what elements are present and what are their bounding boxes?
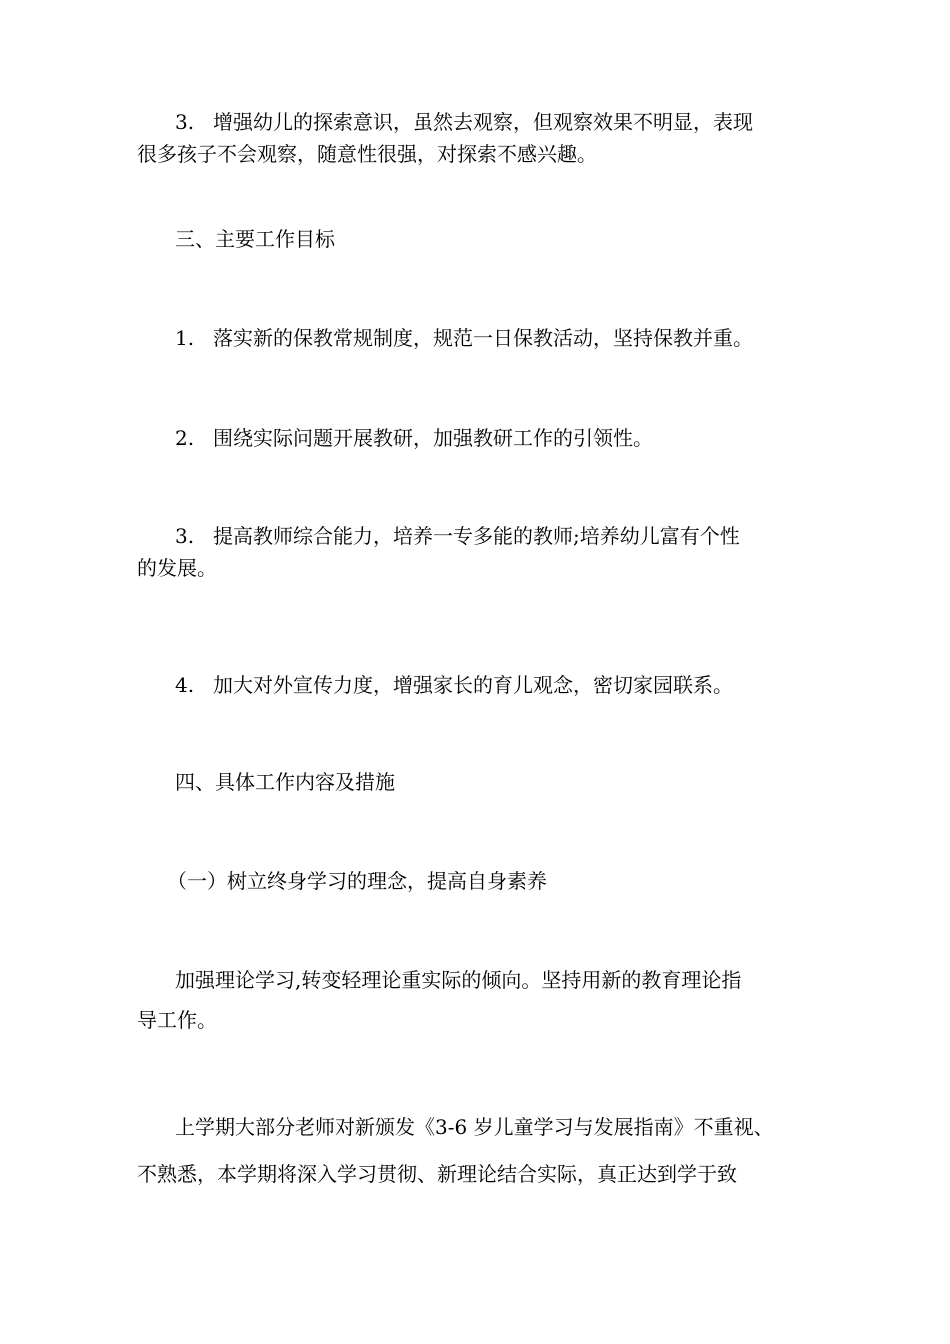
item-number: 4. (175, 673, 195, 697)
paragraph-goal-3 (137, 520, 837, 584)
section-heading-measures (137, 766, 837, 798)
heading-text: （一）树立终身学习的理念，提高自身素养 (167, 869, 547, 893)
subsection-heading-lifelong-learning (137, 865, 837, 897)
paragraph-goal-4 (137, 669, 837, 701)
paragraph-goal-2 (137, 422, 837, 454)
paragraph-item-3-problem (137, 106, 837, 170)
paragraph-line: 导工作。 (137, 1008, 217, 1032)
paragraph-line: 不熟悉，本学期将深入学习贯彻、新理论结合实际，真正达到学于致 (137, 1162, 737, 1186)
paragraph-line: 增强幼儿的探索意识，虽然去观察，但观察效果不明显，表现 (213, 110, 753, 134)
paragraph-line: 围绕实际问题开展教研，加强教研工作的引领性。 (213, 426, 653, 450)
item-number: 1. (175, 326, 195, 350)
item-number: 3. (175, 524, 195, 548)
paragraph-line: 提高教师综合能力，培养一专多能的教师;培养幼儿富有个性 (213, 524, 740, 548)
item-number: 3. (175, 110, 195, 134)
paragraph-line: 上学期大部分老师对新颁发《3-6 岁儿童学习与发展指南》不重视、 (175, 1115, 774, 1139)
paragraph-line: 的发展。 (137, 556, 217, 580)
paragraph-line: 加大对外宣传力度，增强家长的育儿观念，密切家园联系。 (213, 673, 733, 697)
section-heading-goals (137, 223, 837, 255)
paragraph-line: 落实新的保教常规制度，规范一日保教活动，坚持保教并重。 (213, 326, 753, 350)
heading-text: 四、具体工作内容及措施 (175, 770, 395, 794)
paragraph-goal-1 (137, 322, 837, 354)
item-number: 2. (175, 426, 195, 450)
heading-text: 三、主要工作目标 (175, 227, 335, 251)
paragraph-theory-study (137, 964, 837, 1036)
paragraph-line: 加强理论学习,转变轻理论重实际的倾向。坚持用新的教育理论指 (175, 968, 742, 992)
paragraph-guidelines-study (137, 1111, 837, 1190)
paragraph-line: 很多孩子不会观察，随意性很强，对探索不感兴趣。 (137, 142, 597, 166)
